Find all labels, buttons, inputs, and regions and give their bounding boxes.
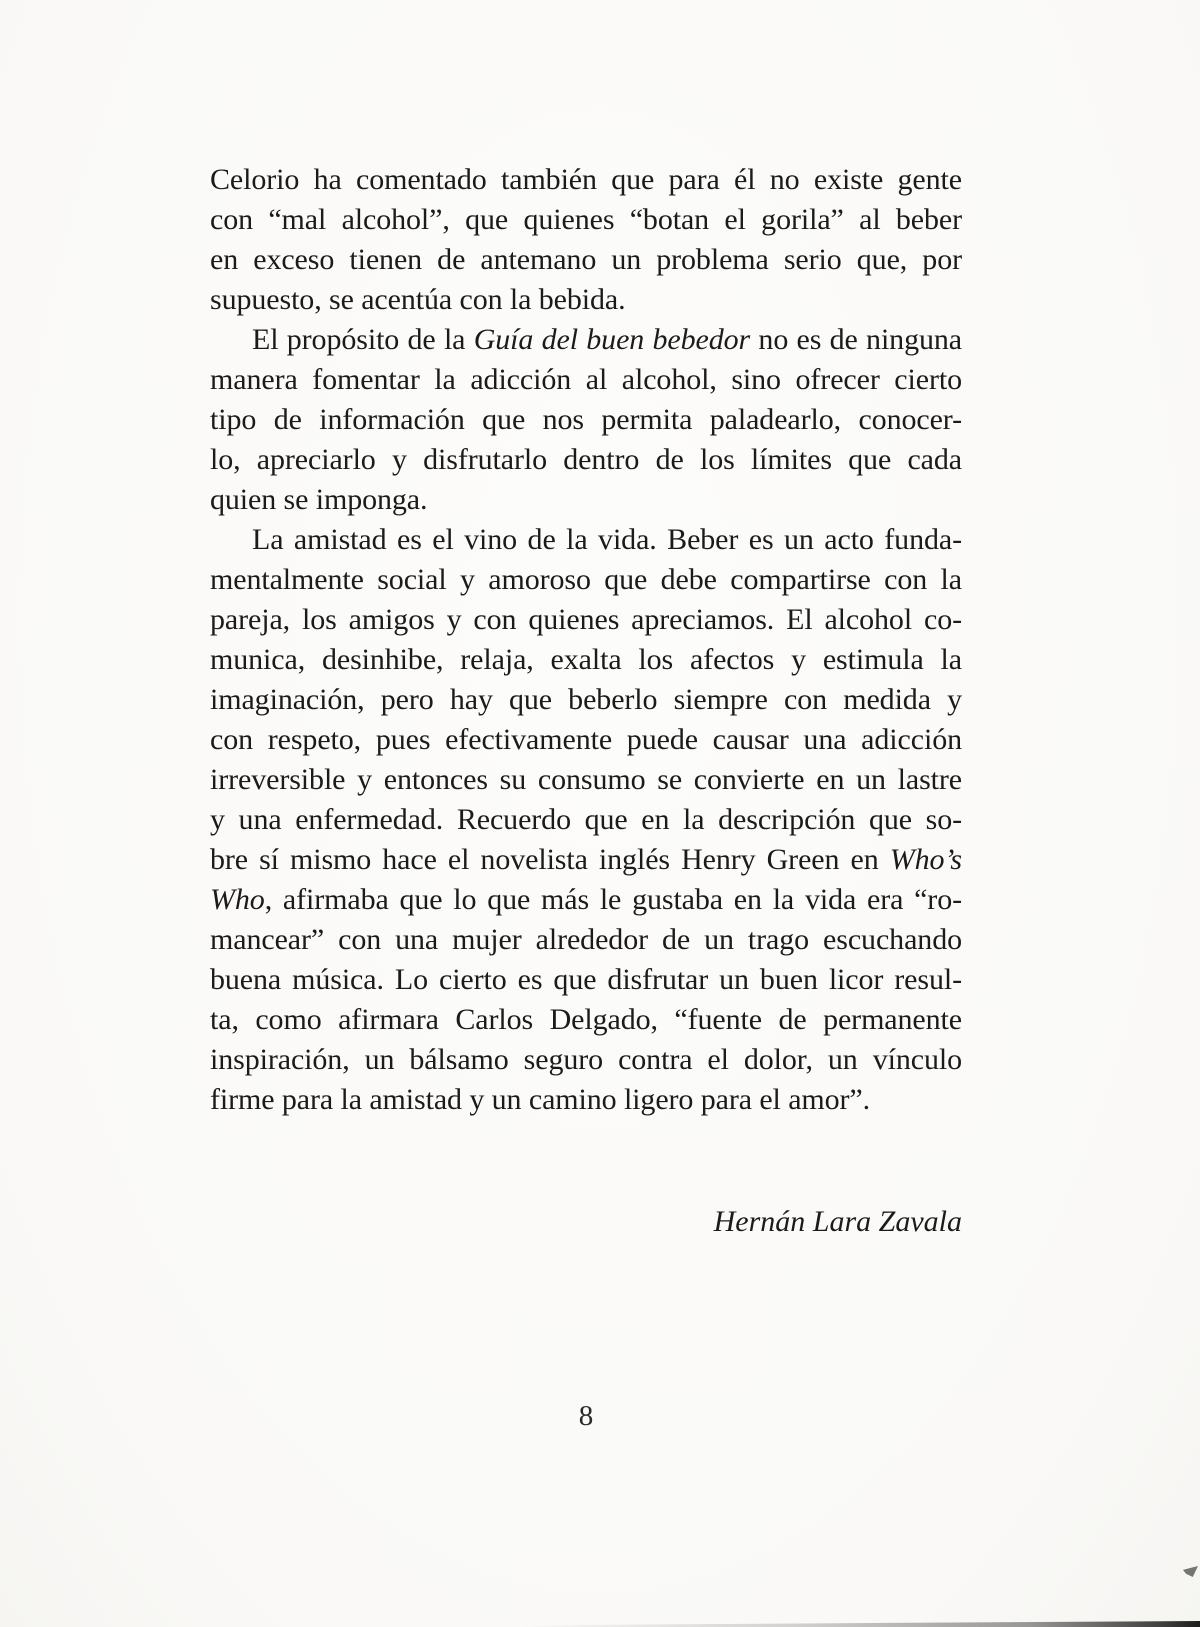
- text-line: ta, como afirmara Carlos Delgado, “fuente de permanente: [210, 1003, 962, 1036]
- text-line: con respeto, pues efectivamente puede causar una adicción: [210, 723, 962, 756]
- text-line: en exceso tienen de antemano un problema serio que, por: [210, 243, 962, 276]
- text-line: mancear” con una mujer alrededor de un trago escuchando: [210, 923, 962, 956]
- text-line: buena música. Lo cierto es que disfrutar un buen licor resul-: [210, 963, 962, 996]
- text-line: mentalmente social y amoroso que debe compartirse con la: [210, 563, 962, 596]
- page-number: 8: [578, 1400, 594, 1432]
- text-block: [210, 160, 962, 1120]
- text-line: quien se imponga.: [210, 483, 428, 516]
- text-line: con “mal alcohol”, que quienes “botan el gorila” al beber: [210, 203, 962, 236]
- scan-edge-artifact: [520, 1621, 1200, 1627]
- text-line: pareja, los amigos y con quienes apreciamos. El alcohol co-: [210, 603, 962, 636]
- text-line: Who, afirmaba que lo que más le gustaba en la vida era “ro-: [210, 883, 962, 916]
- text-line: La amistad es el vino de la vida. Beber es un acto funda-: [252, 523, 962, 556]
- text-line: manera fomentar la adicción al alcohol, sino ofrecer cierto: [210, 363, 962, 396]
- text-line: El propósito de la Guía del buen bebedor no es de ninguna: [252, 323, 963, 356]
- text-line: tipo de información que nos permita paladearlo, conocer-: [210, 403, 962, 436]
- text-line: y una enfermedad. Recuerdo que en la descripción que so-: [210, 803, 962, 836]
- text-line: lo, apreciarlo y disfrutarlo dentro de los límites que cada: [210, 443, 962, 476]
- author-signature: Hernán Lara Zavala: [713, 1205, 962, 1238]
- text-line: supuesto, se acentúa con la bebida.: [210, 283, 626, 316]
- text-line: irreversible y entonces su consumo se convierte en un lastre: [210, 763, 962, 796]
- text-line: Celorio ha comentado también que para él no existe gente: [210, 163, 962, 196]
- text-line: firme para la amistad y un camino ligero para el amor”.: [210, 1083, 871, 1116]
- scan-speck-artifact: [1183, 1566, 1198, 1577]
- text-line: munica, desinhibe, relaja, exalta los afectos y estimula la: [210, 643, 962, 676]
- text-line: imaginación, pero hay que beberlo siempre con medida y: [210, 683, 962, 716]
- text-line: bre sí mismo hace el novelista inglés Henry Green en Who’s: [210, 843, 962, 876]
- text-line: inspiración, un bálsamo seguro contra el dolor, un vínculo: [210, 1043, 962, 1076]
